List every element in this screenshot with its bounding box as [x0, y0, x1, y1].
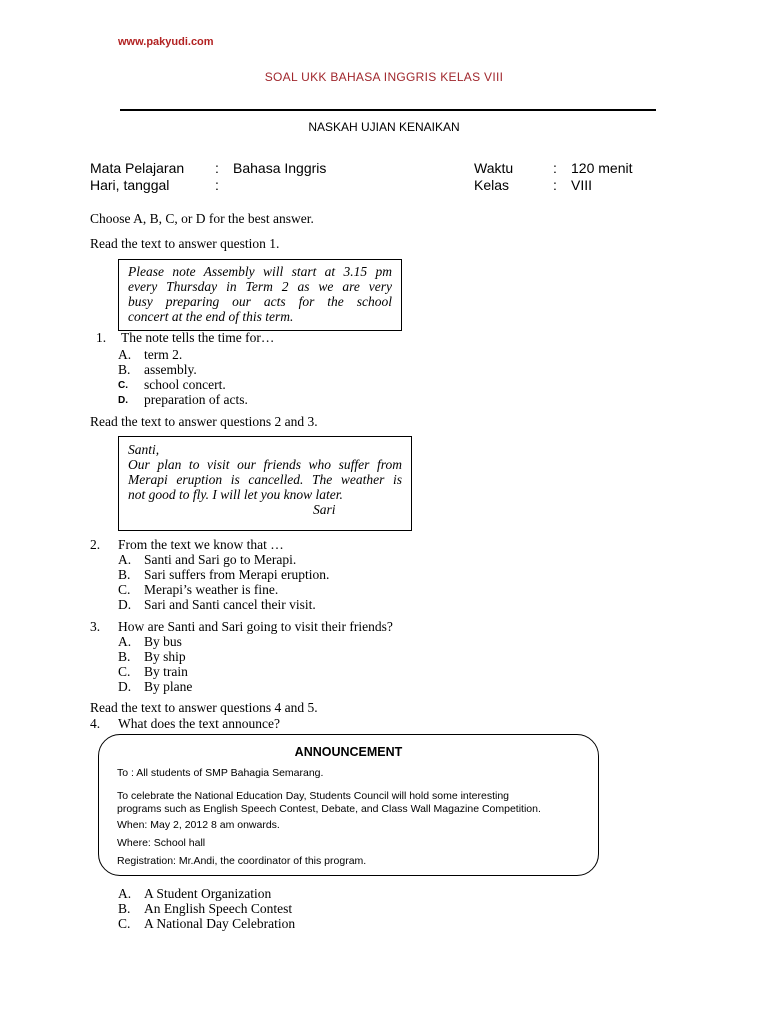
instruction-read-q2-3: Read the text to answer questions 2 and 3. — [90, 414, 318, 429]
text1-line: Please note Assembly will start at 3.15 pm — [128, 264, 392, 279]
announcement-where: Where: School hall — [117, 837, 206, 849]
text2-line: Merapi eruption is cancelled. The weather is — [128, 472, 402, 487]
q3-option-b-text: By ship — [144, 649, 186, 664]
q1-option-c-letter: C. — [118, 380, 128, 391]
exam-title: NASKAH UJIAN KENAIKAN — [308, 120, 460, 134]
text1-line: concert at the end of this term. — [128, 309, 294, 324]
q3-option-d-text: By plane — [144, 679, 193, 694]
question-2-text: From the text we know that … — [118, 537, 284, 552]
q4-option-a-letter: A. — [118, 886, 132, 901]
q4-option-b-text: An English Speech Contest — [144, 901, 293, 916]
q3-option-d-letter: D. — [118, 679, 132, 694]
q2-option-d-text: Sari and Santi cancel their visit. — [144, 597, 316, 612]
q1-option-c-text: school concert. — [144, 377, 226, 392]
question-3-number: 3. — [90, 619, 101, 634]
announcement-title: ANNOUNCEMENT — [294, 745, 403, 759]
date-label: Hari, tanggal — [90, 177, 170, 193]
class-label: Kelas — [474, 177, 510, 193]
subject-value: Bahasa Inggris — [233, 160, 327, 176]
text1-box — [118, 259, 402, 331]
q1-option-d-letter: D. — [118, 395, 128, 406]
q2-option-a-text: Santi and Sari go to Merapi. — [144, 552, 297, 567]
q4-option-b-letter: B. — [118, 901, 131, 916]
text2-signature: Sari — [313, 502, 336, 517]
instruction-choose: Choose A, B, C, or D for the best answer. — [90, 211, 314, 226]
q3-option-c-letter: C. — [118, 664, 131, 679]
document-title: SOAL UKK BAHASA INGGRIS KELAS VIII — [264, 70, 504, 84]
text1-line: every Thursday in Term 2 as we are very — [128, 279, 392, 294]
header-divider — [120, 109, 656, 111]
question-2-number: 2. — [90, 537, 101, 552]
text2-box — [118, 436, 412, 531]
question-1-number: 1. — [96, 330, 107, 345]
q1-option-b-text: assembly. — [144, 362, 197, 377]
question-1-text: The note tells the time for… — [121, 330, 275, 345]
q1-option-d-text: preparation of acts. — [144, 392, 248, 407]
class-value: VIII — [571, 177, 593, 193]
subject-colon: : — [215, 160, 219, 176]
q2-option-a-letter: A. — [118, 552, 132, 567]
q1-option-a-text: term 2. — [144, 347, 183, 362]
q2-option-b-text: Sari suffers from Merapi eruption. — [144, 567, 330, 582]
q3-option-c-text: By train — [144, 664, 188, 679]
announcement-registration: Registration: Mr.Andi, the coordinator of this program. — [117, 855, 367, 867]
text2-line: not good to fly. I will let you know later. — [128, 487, 343, 502]
text2-line: Our plan to visit our friends who suffer from — [128, 457, 402, 472]
q3-option-a-letter: A. — [118, 634, 132, 649]
q4-option-c-text: A National Day Celebration — [144, 916, 296, 931]
q4-option-c-letter: C. — [118, 916, 131, 931]
announcement-body-line: To celebrate the National Education Day, Students Council will hold some interesting — [117, 790, 510, 802]
q3-option-b-letter: B. — [118, 649, 131, 664]
text2-greeting: Santi, — [128, 442, 160, 457]
question-4-text: What does the text announce? — [118, 716, 280, 731]
class-colon: : — [553, 177, 557, 193]
q2-option-c-text: Merapi’s weather is fine. — [144, 582, 279, 597]
announcement-to: To : All students of SMP Bahagia Semarang. — [117, 767, 324, 779]
date-colon: : — [215, 177, 219, 193]
question-3-text: How are Santi and Sari going to visit their friends? — [118, 619, 393, 634]
website-url: www.pakyudi.com — [118, 36, 214, 48]
time-colon: : — [553, 160, 557, 176]
time-value: 120 menit — [571, 160, 633, 176]
announcement-when: When: May 2, 2012 8 am onwards. — [117, 819, 280, 831]
q1-option-b-letter: B. — [118, 362, 131, 377]
q1-option-a-letter: A. — [118, 347, 132, 362]
announcement-body-line: programs such as English Speech Contest, Debate, and Class Wall Magazine Competition. — [117, 803, 541, 815]
time-label: Waktu — [474, 160, 514, 176]
question-4-number: 4. — [90, 716, 101, 731]
instruction-read-q1: Read the text to answer question 1. — [90, 236, 280, 251]
announcement-box — [98, 734, 599, 876]
q3-option-a-text: By bus — [144, 634, 182, 649]
q4-option-a-text: A Student Organization — [144, 886, 272, 901]
text1-line: busy preparing our acts for the school — [128, 294, 392, 309]
q2-option-d-letter: D. — [118, 597, 132, 612]
instruction-read-q4-5: Read the text to answer questions 4 and 5. — [90, 700, 318, 715]
subject-label: Mata Pelajaran — [90, 160, 185, 176]
q2-option-b-letter: B. — [118, 567, 131, 582]
q2-option-c-letter: C. — [118, 582, 131, 597]
